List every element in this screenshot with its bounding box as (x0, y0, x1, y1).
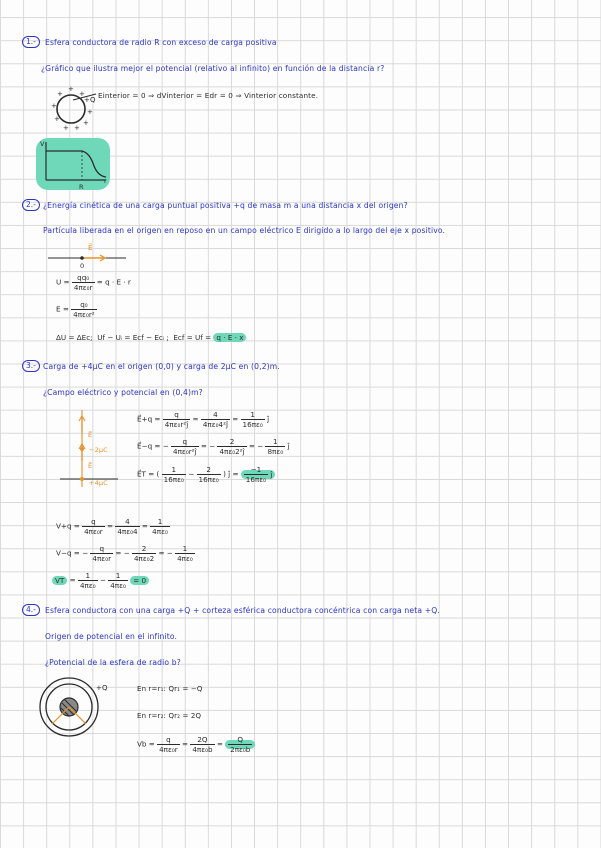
v1-n1: q (82, 517, 105, 527)
potential-minus-q-equation: V−q = − $\frac{q}{\text{4πε₀r}}$ = − $\frac{2}{\text{4πε₀2}}$ = − $\frac{1}{\text{4πε₀}}$ (56, 544, 193, 563)
plus-4uc-label: +4μC (89, 479, 108, 487)
field-total-equation (137, 465, 275, 484)
vb-n3: Q (228, 735, 252, 745)
problem-1-number: 1.- (22, 36, 40, 48)
svg-text:+: + (57, 90, 63, 98)
sphere-charge-label: +Q (84, 96, 96, 104)
field-plus-q-equation: E⃗+q = $\frac{q}{\text{4πε₀r²ĵ}}$ = $\frac{4}{\text{4πε₀4²ĵ}}$ = $\frac{1}{\text{16πε₀}}$ ĵ (137, 410, 270, 429)
e-numerator: q₀ (71, 300, 97, 310)
potential-graph (40, 140, 110, 190)
e3-pre: ( (156, 469, 160, 479)
e3-mid: − (188, 469, 195, 479)
e1-n1: q (163, 410, 191, 420)
problem-3-title: Carga de +4μC en el origen (0,0) y carga de 2μC en (0,2)m. (43, 362, 280, 371)
charged-sphere-drawing (46, 84, 106, 144)
e2-n3: 1 (265, 437, 285, 447)
v2-n2: 2 (132, 544, 156, 554)
v3-n1: 1 (78, 571, 98, 581)
e3-tail: ĵ (270, 469, 273, 479)
e2-n1: q (171, 437, 199, 447)
svg-text:+: + (51, 102, 57, 110)
e3-d1: 16πε₀ (163, 475, 184, 484)
potential-plus-q-equation: V+q = $\frac{q}{\text{4πε₀r}}$ = $\frac{4}{\text{4πε₀4}}$ = $\frac{1}{\text{4πε₀}}$ (56, 517, 168, 536)
e2-tail: ĵ (287, 441, 290, 451)
svg-text:+: + (83, 119, 89, 127)
u-numerator: qq₀ (72, 273, 95, 283)
e2-d1: 4πε₀r²ĵ (173, 447, 197, 456)
vb-d3: 2πε₀b (230, 745, 251, 754)
energy-part-c: Ecf = Uf = (173, 333, 212, 342)
v1-n2: 4 (115, 517, 139, 527)
e3-d3: 16πε₀ (245, 475, 267, 484)
v1-n3: 1 (150, 517, 170, 527)
minus-2uc-label: −2μC (89, 446, 108, 454)
v3-d1: 4πε₀ (79, 581, 96, 590)
e1-n3: 1 (241, 410, 265, 420)
interior-field-note: Einterior = 0 ⇒ dVinterior = Edr = 0 ⇒ Vinterior constante. (98, 91, 319, 100)
v3-eq: = (69, 575, 76, 585)
graph-y-label: V (40, 140, 45, 148)
problem-3-number: 3.- (22, 360, 40, 372)
field-minus-q-equation: E⃗−q = − $\frac{q}{\text{4πε₀r²ĵ}}$ = − $\frac{2}{\text{4πε₀2²ĵ}}$ = − $\frac{1}{\text{8πε₀}}$ ĵ (137, 437, 290, 456)
e2-d3: 8πε₀ (267, 447, 284, 456)
e-field-label: E⃗ (88, 244, 93, 252)
e-vector-upper: E⃗ (88, 431, 93, 439)
u-lhs: U = (56, 277, 70, 287)
origin-label: 0 (80, 262, 85, 270)
problem-4-title: Esfera conductora con una carga +Q + corteza esférica conductora concéntrica con carga neta +Q. (45, 606, 440, 615)
energy-conservation-line (56, 333, 246, 342)
vb-lhs: Vb = (137, 739, 155, 749)
energy-u-equation (56, 273, 131, 292)
v3-mid: − (99, 575, 106, 585)
v3-n2: 1 (108, 571, 128, 581)
problem-4-question: ¿Potencial de la esfera de radio b? (45, 658, 181, 667)
e3-lhs: E⃗T = (137, 469, 155, 479)
charge-r1-note: En r=r₁: Qr₁ = −Q (137, 685, 203, 693)
svg-text:+: + (79, 90, 85, 98)
v3-lhs: VT (52, 576, 67, 585)
problem-1-question: ¿Gráfico que ilustra mejor el potencial (relativo al infinito) en función de la distancia r? (41, 64, 385, 73)
e1-d3: 16πε₀ (242, 420, 263, 429)
potential-origin-note: Origen de potencial en el infinito. (45, 632, 178, 641)
problem-2-title: ¿Energía cinética de una carga puntual positiva +q de masa m a una distancia x del origen? (43, 201, 408, 210)
v2-n3: 1 (175, 544, 195, 554)
problem-4-number: 4.- (22, 604, 40, 616)
svg-text:+: + (54, 115, 60, 123)
e1-n2: 4 (201, 410, 230, 420)
e2-lhs: E⃗−q = (137, 441, 161, 451)
field-total-result (241, 465, 276, 484)
e3-n3: −1 (244, 465, 268, 475)
v1-d1: 4πε₀r (84, 527, 103, 536)
e2-n2: 2 (217, 437, 246, 447)
u-denominator: 4πε₀r (73, 283, 93, 292)
energy-result: q · E · x (213, 333, 246, 342)
vb-d1: 4πε₀r (159, 745, 178, 754)
v2-n1: q (90, 544, 113, 554)
v1-d3: 4πε₀ (152, 527, 168, 536)
field-e-equation (56, 300, 97, 319)
e2-d2: 4πε₀2²ĵ (219, 447, 245, 456)
e1-tail: ĵ (267, 414, 270, 424)
svg-text:+: + (63, 124, 69, 132)
potential-b-equation: Vb = $\frac{q}{\text{4πε₀r}}$ = $\frac{2Q}{\text{4πε₀b}}$ = $\frac{Q}{\text{2πε₀b}}$ (137, 735, 255, 754)
e3-post: ) ĵ = (223, 469, 239, 479)
problem-3-question: ¿Campo eléctrico y potencial en (0,4)m? (43, 388, 203, 397)
graph-x-label: r (104, 177, 107, 185)
v3-result: = 0 (130, 576, 149, 585)
v2-lhs: V−q = (56, 548, 80, 558)
e1-d2: 4πε₀4²ĵ (202, 420, 228, 429)
e1-d1: 4πε₀r²ĵ (164, 420, 189, 429)
svg-text:+: + (74, 124, 80, 132)
problem-2-number: 2.- (22, 199, 40, 211)
v1-d2: 4πε₀4 (117, 527, 138, 536)
svg-text:+: + (68, 85, 74, 93)
problem-2-statement: Partícula liberada en el origen en reposo en un campo eléctrico E dirigido a lo largo del eje x positivo. (43, 226, 446, 235)
e1-lhs: E⃗+q = (137, 414, 161, 424)
svg-text:+: + (87, 108, 93, 116)
v2-d2: 4πε₀2 (133, 554, 155, 563)
vb-d2: 4πε₀b (192, 745, 213, 754)
e-lhs: E = (56, 304, 69, 314)
concentric-shells-drawing (38, 676, 102, 740)
v1-lhs: V+q = (56, 521, 80, 531)
charge-r2-note: En r=r₂: Qr₂ = 2Q (137, 712, 202, 720)
v3-d2: 4πε₀ (110, 581, 126, 590)
energy-part-a: ΔU = ΔEc; (56, 333, 93, 342)
potential-b-result (225, 735, 255, 754)
v2-d1: 4πε₀r (92, 554, 112, 563)
e3-n2: 2 (197, 465, 221, 475)
e3-n1: 1 (162, 465, 186, 475)
potential-total-equation (52, 571, 149, 590)
vb-n2: 2Q (190, 735, 214, 745)
v2-d3: 4πε₀ (177, 554, 193, 563)
e-denominator: 4πε₀r² (73, 310, 95, 319)
graph-mark-r: R (79, 183, 84, 191)
vb-n1: q (157, 735, 180, 745)
shell-charge-label: +Q (96, 684, 108, 692)
problem-1-title: Esfera conductora de radio R con exceso de carga positiva (45, 38, 277, 47)
e-vector-lower: E⃗ (88, 462, 93, 470)
u-rhs: = q · E · r (96, 277, 131, 287)
energy-part-b: Uf − Uᵢ = Ecf − Ecᵢ ; (97, 333, 169, 342)
e3-d2: 16πε₀ (198, 475, 219, 484)
